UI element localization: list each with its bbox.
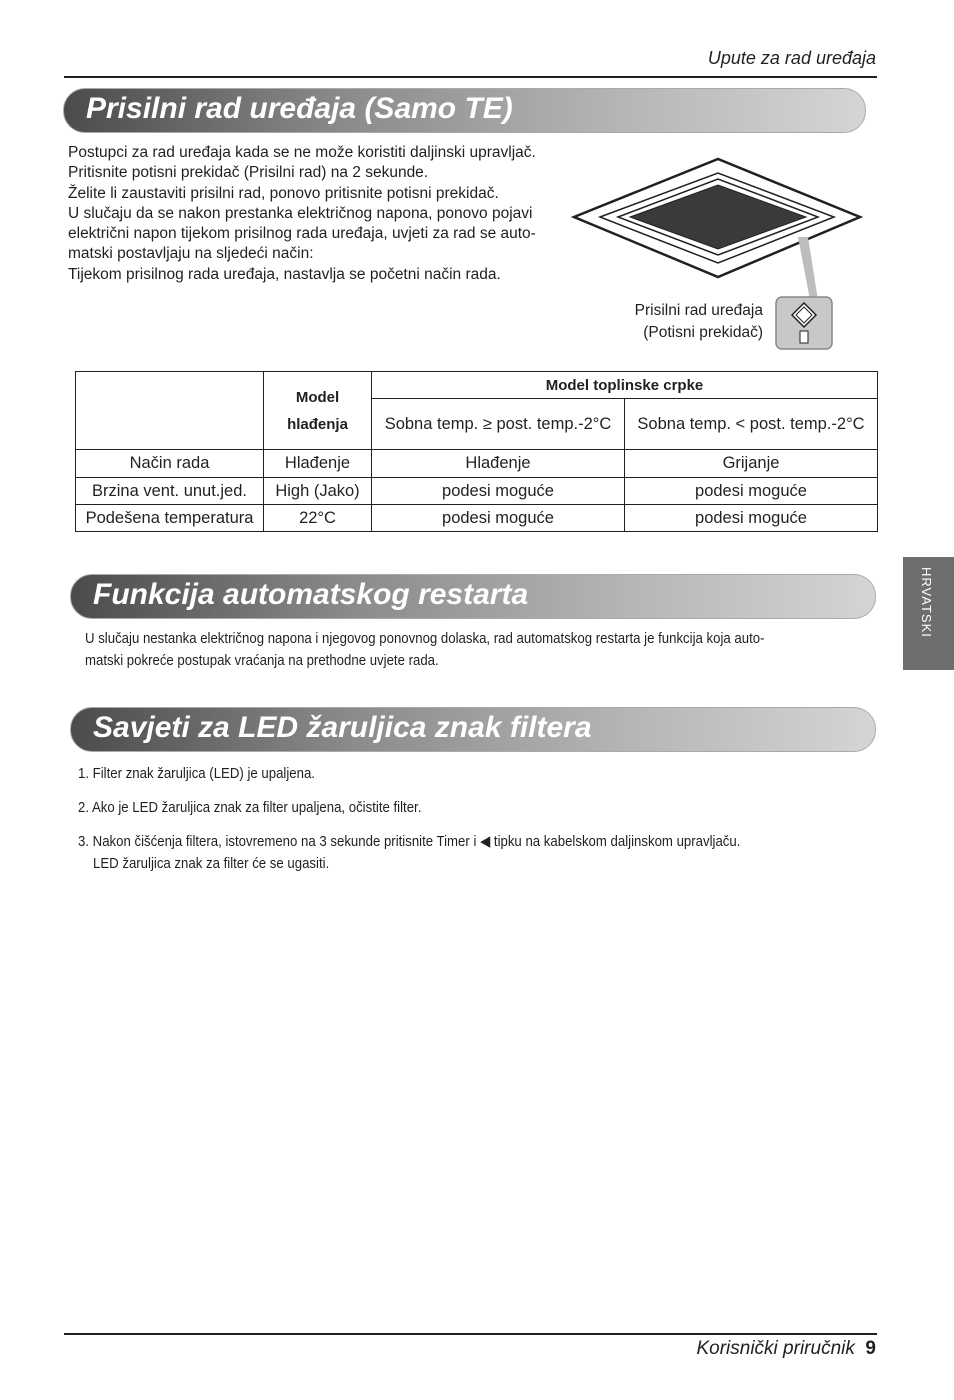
col-header-temp-ge: Sobna temp. ≥ post. temp.-2°C <box>372 399 625 450</box>
text-line: matski postavljaju na sljedeći način: <box>68 245 314 263</box>
footer-title: Korisnički priručnik <box>696 1338 855 1359</box>
cell: 22°C <box>264 505 372 532</box>
language-tab-label: HRVATSKI <box>919 567 934 638</box>
section-bar-auto-restart <box>70 574 876 619</box>
running-header: Upute za rad uređaja <box>707 48 876 68</box>
language-tab <box>903 557 954 670</box>
section-title: Prisilni rad uređaja (Samo TE) <box>86 92 513 125</box>
cell: podesi moguće <box>625 505 878 532</box>
text-line: električni napon tijekom prisilnog rada uređaja, uvjeti za rad se auto- <box>68 225 536 243</box>
section-bar-led-filter <box>70 707 876 752</box>
list-item <box>78 831 740 853</box>
cell: podesi moguće <box>625 478 878 505</box>
table-row <box>76 505 878 532</box>
left-arrow-icon: ◀ <box>480 833 491 850</box>
list-item: 1. Filter znak žaruljica (LED) je upaljena. <box>78 765 315 782</box>
header-line: hlađenja <box>287 415 348 433</box>
text: 3. Nakon čišćenja filtera, istovremeno na 3 sekunde pritisnite Timer i <box>78 833 477 850</box>
text-line: U slučaju da se nakon prestanka električnog napona, ponovo pojavi <box>68 204 533 222</box>
table-row <box>76 450 878 478</box>
footer <box>696 1338 876 1360</box>
col-header-cooling-model <box>264 372 372 450</box>
cell: Hlađenje <box>372 450 625 478</box>
text-line: Pritisnite potisni prekidač (Prisilni rad) na 2 sekunde. <box>68 164 429 182</box>
header-rule <box>64 76 877 78</box>
caption-line: Prisilni rad uređaja <box>634 302 763 319</box>
text-line: Postupci za rad uređaja kada se ne može koristiti daljinski upravljač. <box>68 144 536 161</box>
cell: Hlađenje <box>264 450 372 478</box>
cell: High (Jako) <box>264 478 372 505</box>
text-line: Tijekom prisilnog rada uređaja, nastavlja se početni način rada. <box>68 265 501 283</box>
footer-rule <box>64 1333 877 1335</box>
cell: podesi moguće <box>372 505 625 532</box>
cell: Način rada <box>76 450 264 478</box>
table-row <box>76 478 878 505</box>
list-item: 2. Ako je LED žaruljica znak za filter upaljena, očistite filter. <box>78 799 422 816</box>
text-line: Želite li zaustaviti prisilni rad, ponovo pritisnite potisni prekidač. <box>68 184 499 202</box>
text-line: matski pokreće postupak vraćanja na prethodne uvjete rada. <box>85 652 439 669</box>
cell: Podešena temperatura <box>76 505 264 532</box>
section-title: Funkcija automatskog restarta <box>93 578 529 611</box>
section-bar-forced-operation <box>63 88 866 133</box>
section-title: Savjeti za LED žaruljica znak filtera <box>93 711 592 744</box>
col-header-heat-pump: Model toplinske crpke <box>372 372 878 399</box>
cell: Grijanje <box>625 450 878 478</box>
text-line: U slučaju nestanka električnog napona i njegovog ponovnog dolaska, rad automatskog restarta je funkcija koja auto- <box>85 630 765 647</box>
list-item-continued: LED žaruljica znak za filter će se ugasiti. <box>93 855 330 872</box>
auto-restart-text <box>85 628 764 672</box>
cell: Brzina vent. unut.jed. <box>76 478 264 505</box>
figure-caption <box>635 300 763 344</box>
cell: podesi moguće <box>372 478 625 505</box>
forced-operation-text <box>68 143 536 285</box>
page-number: 9 <box>865 1338 876 1359</box>
empty-header-cell <box>76 372 264 450</box>
forced-operation-table <box>75 371 878 532</box>
text: tipku na kabelskom daljinskom upravljaču. <box>493 833 741 850</box>
col-header-temp-lt: Sobna temp. < post. temp.-2°C <box>625 399 878 450</box>
caption-line: (Potisni prekidač) <box>643 324 763 341</box>
header-line: Model <box>295 388 340 406</box>
